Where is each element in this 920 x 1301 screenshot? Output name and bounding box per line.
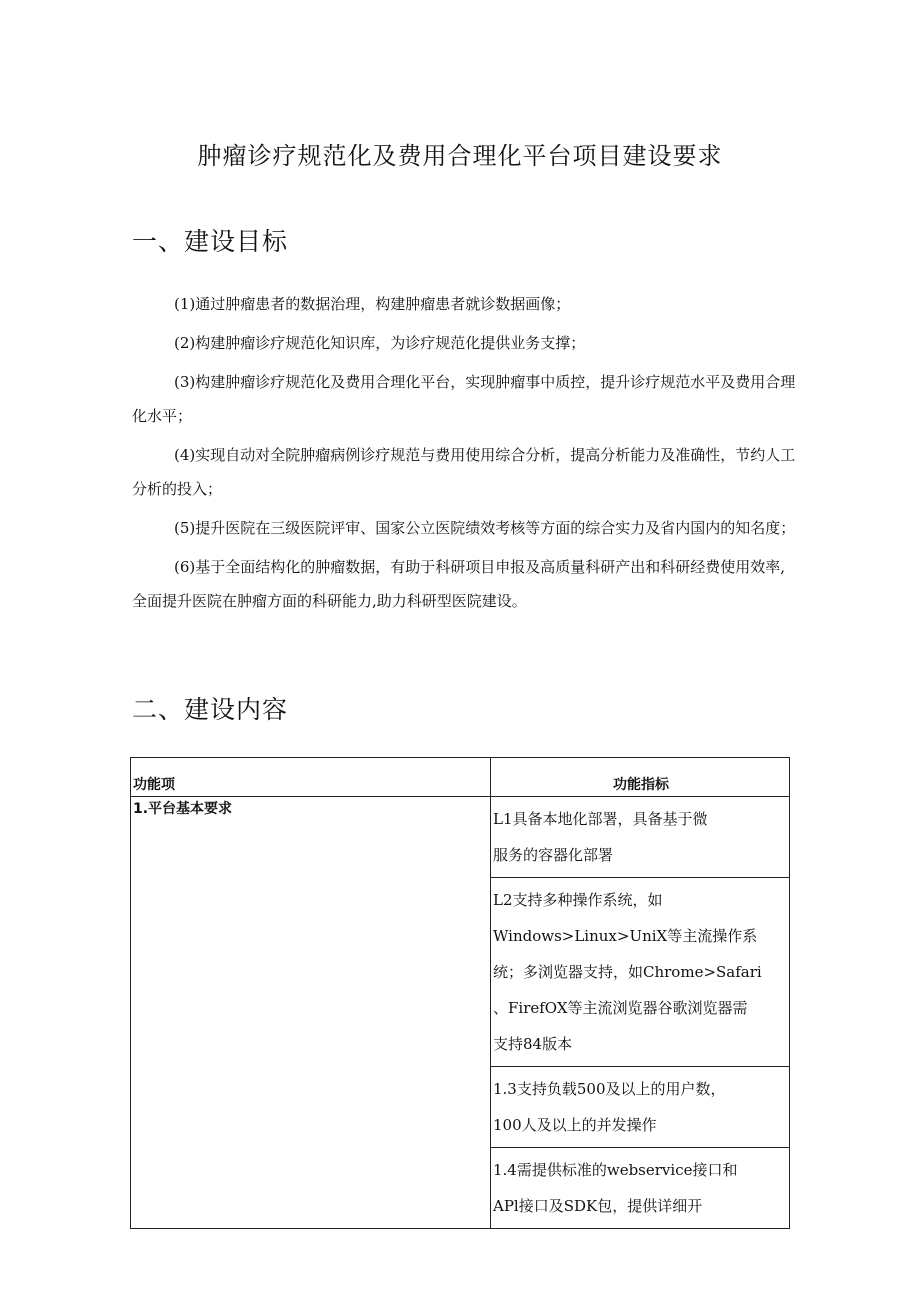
table-row	[131, 797, 790, 878]
spec-line: L2支持多种操作系统，如	[493, 891, 663, 909]
spec-cell	[491, 797, 790, 878]
spec-line: APl接口及SDK包，提供详细开	[493, 1197, 703, 1215]
spec-line: 支持84版本	[493, 1035, 573, 1053]
goal-paragraph: (4)实现自动对全院肿瘤病例诊疗规范与费用使用综合分析，提高分析能力及准确性，节约人工分析的投入；	[132, 446, 796, 498]
spec-line: 、FirefOX等主流浏览器谷歌浏览器需	[493, 999, 748, 1017]
spec-line: 1.3支持负载500及以上的用户数，	[493, 1080, 726, 1098]
item-cell: 1.平台基本要求	[131, 797, 491, 1229]
requirements-table	[130, 757, 790, 1229]
spec-line: Windows>Linux>UniX等主流操作系	[493, 927, 758, 945]
goal-paragraph: (1)通过肿瘤患者的数据治理，构建肿瘤患者就诊数据画像；	[174, 295, 571, 313]
goals-list	[132, 287, 798, 623]
spec-line: 1.4需提供标准的webservice接口和	[493, 1161, 738, 1179]
page-title: 肿瘤诊疗规范化及费用合理化平台项目建设要求	[197, 142, 723, 170]
goal-paragraph: (3)构建肿瘤诊疗规范化及费用合理化平台，实现肿瘤事中质控，提升诊疗规范水平及费用合理化水平；	[132, 373, 796, 425]
section-heading-goals: 一、建设目标	[132, 227, 289, 256]
goal-paragraph: (2)构建肿瘤诊疗规范化知识库，为诊疗规范化提供业务支撑；	[174, 334, 586, 352]
spec-cell	[491, 878, 790, 1067]
spec-line: 100人及以上的并发操作	[493, 1116, 657, 1134]
spec-cell	[491, 1148, 790, 1229]
spec-line: L1具备本地化部署，具备基于微	[493, 810, 708, 828]
spec-line: 统；多浏览器支持，如Chrome>Safari	[493, 963, 762, 981]
table-header-row	[131, 758, 790, 797]
spec-cell	[491, 1067, 790, 1148]
goal-paragraph: (5)提升医院在三级医院评审、国家公立医院绩效考核等方面的综合实力及省内国内的知名度；	[174, 519, 796, 537]
section-heading-content: 二、建设内容	[132, 695, 289, 724]
spec-line: 服务的容器化部署	[493, 846, 614, 864]
goal-paragraph: (6)基于全面结构化的肿瘤数据，有助于科研项目申报及高质量科研产出和科研经费使用效率,全面提升医院在肿瘤方面的科研能力,助力科研型医院建设。	[132, 558, 786, 610]
column-header-spec: 功能指标	[491, 758, 790, 797]
column-header-item: 功能项	[131, 758, 491, 797]
